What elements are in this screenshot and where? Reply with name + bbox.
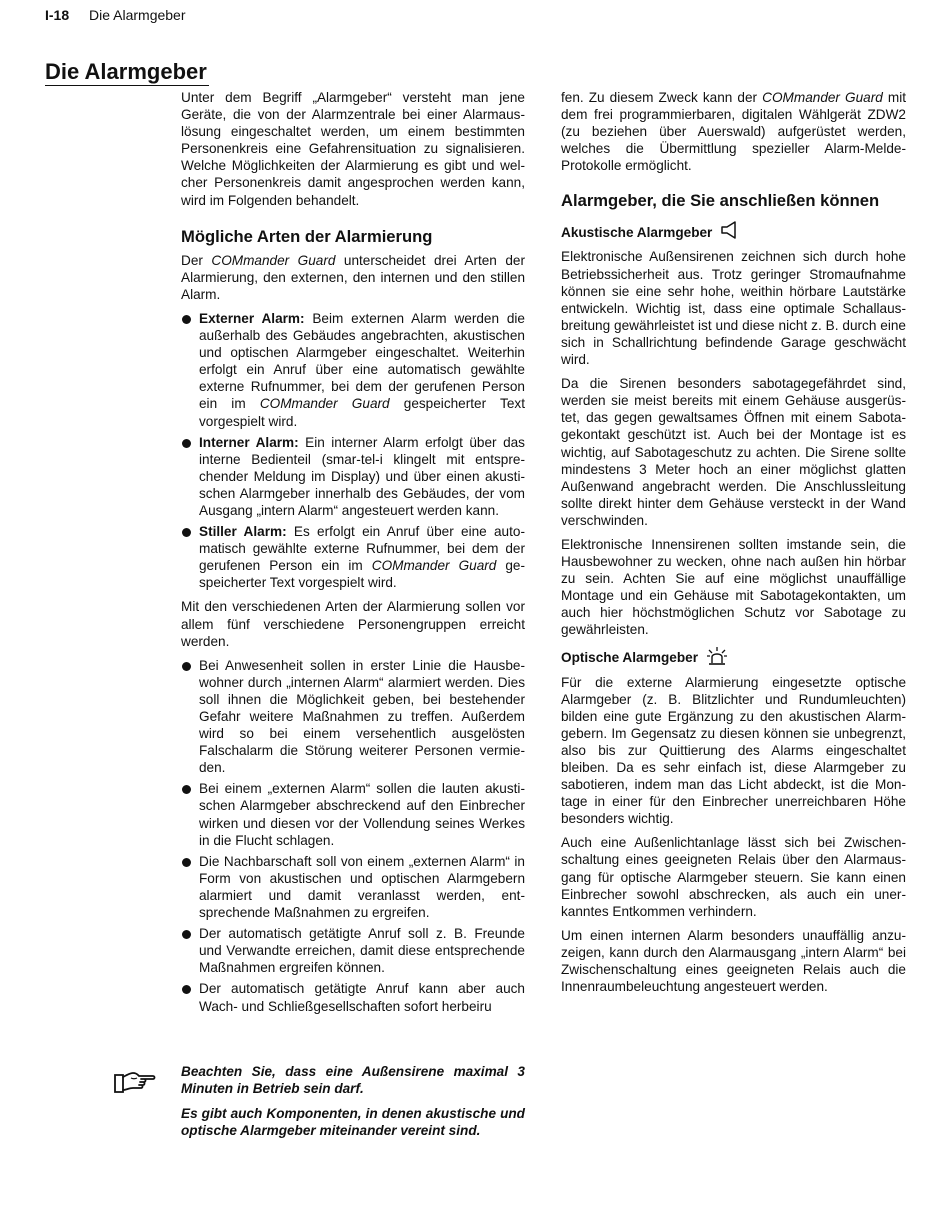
note-box (181, 1063, 525, 1147)
speaker-icon (720, 220, 738, 244)
paragraph-aussensirenen: Elektronische Außensirenen zeichnen sich durch hohe Betriebssicherheit aus. Trotz geringer Stromaufnahme können sie eine sehr hohe, weithin hörbare Lautstärke entwickeln. Wichtig ist, dass eine optimale Schallausbreitung gewährleistet ist und diese nicht z. B. durch eine sich in Schallrichtung befindende Garage geschwächt wird. (561, 249, 906, 368)
continuation-paragraph: fen. Zu diesem Zweck kann der COMmander Guard mit dem frei programmierbaren, digitalen Wählgerät ZDW2 (zu beziehen über Auerswald) aufgerüstet werden, welches die Übermittlung spezieller Alarm-Melde-Protokolle ermöglicht. (561, 90, 906, 174)
list-item: Der automatisch getätigte Anruf soll z. B. Freunde und Verwandte erreichen, damit diese entsprechende Maßnahmen ergreifen können. (181, 925, 525, 976)
subheading-akustisch: Akustische Alarmgeber (561, 220, 906, 244)
beacon-light-icon (706, 646, 728, 670)
note-paragraph-sirene: Beachten Sie, dass eine Außensirene maximal 3 Minuten in Betrieb sein darf. (181, 1064, 525, 1097)
bullet-icon (182, 315, 191, 324)
left-column (181, 89, 525, 1022)
paragraph-personengruppen: Mit den verschiedenen Arten der Alarmierung sollen vor allem fünf verschiedene Personengruppen erreicht werden. (181, 599, 525, 649)
list-item: Bei einem „externen Alarm“ sollen die lauten akustischen Alarmgeber abschreckend auf den Einbrecher wirken und diesen vor der Vollendung seines Werkes in die Flucht schlagen. (181, 780, 525, 848)
list-item: Interner Alarm: Ein interner Alarm erfolgt über das interne Bedienteil (smar-tel-i klingelt mit entsprechender Meldung im Display) und über einen akustischen Alarmgeber innerhalb des Gebäudes, der vom Ausgang „intern Alarm“ angesteuert werden kann. (181, 434, 525, 519)
bullet-icon (182, 785, 191, 794)
list-item: Die Nachbarschaft soll von einem „externen Alarm“ in Form von akustischen und optischen Alarmgebern alarmiert und damit veranlasst werden, entsprechende Maßnahmen zu ergreifen. (181, 853, 525, 921)
person-groups-list (181, 657, 525, 1015)
list-item: Der automatisch getätigte Anruf kann aber auch Wach- und Schließgesellschaften sofort herbeiru (181, 980, 525, 1014)
bullet-icon (182, 528, 191, 537)
bullet-icon (182, 439, 191, 448)
subheading-optisch: Optische Alarmgeber (561, 646, 906, 670)
bullet-icon (182, 985, 191, 994)
bullet-icon (182, 930, 191, 939)
pointing-hand-icon (113, 1068, 157, 1101)
page-number: I-18 (45, 7, 70, 23)
running-title: Die Alarmgeber (89, 7, 186, 23)
list-item: Externer Alarm: Beim externen Alarm werden die außerhalb des Gebäudes angebrachten, akustischen und optischen Alarmgeber eingeschaltet. Weiterhin erfolgt ein Anruf über eine automatisch gewählte externe Rufnummer, bei dem der gerufenen Person ein im COMmander Guard gespeicherter Text vorgespielt wird. (181, 310, 525, 430)
note-paragraph-komponenten: Es gibt auch Komponenten, in denen akustische und optische Alarmgeber miteinander vereint sind. (181, 1106, 525, 1139)
paragraph-sabotage: Da die Sirenen besonders sabotagegefährdet sind, werden sie meist bereits mit einem Gehäuse ausgerüstet, das gegen gewaltsames Öffnen mit einem Sabotagekontakt geschützt ist. Auch bei der Montage ist es wichtig, auf Sabotageschutz zu achten. Die Sirene sollte mindestens 3 Meter hoch an einer möglichst glatten Außenwand angebracht werden. Die Anschlussleitung sollte direkt hinter dem Gehäuse versteckt in der Wand verschwinden. (561, 376, 906, 528)
bullet-icon (182, 662, 191, 671)
paragraph-innensirenen: Elektronische Innensirenen sollten imstande sein, die Hausbewohner zu wecken, ohne nach außen hin hörbar zu sein. Achten Sie auf eine möglichst unauffällige Montage und ein Gehäuse mit Sabotagekontakten, um auch hier höchstmöglichen Schutz vor Sabotage zu gewährleisten. (561, 536, 906, 638)
page-title: Die Alarmgeber (45, 59, 207, 84)
running-head (45, 7, 186, 23)
list-item: Stiller Alarm: Es erfolgt ein Anruf über eine automatisch gewählte externe Rufnummer, bei dem der gerufenen Person ein im COMmander Guard gespeicherter Text vorgespielt wird. (181, 523, 525, 591)
section-heading-anschliessen: Alarmgeber, die Sie anschließen können (561, 191, 880, 211)
right-column (561, 89, 906, 1002)
paragraph-aussenlicht: Auch eine Außenlichtanlage lässt sich bei Zwischenschaltung eines geeigneten Relais über den Alarmausgang für optische Alarmgeber steuern. Sie kann einen Einbrecher sowohl abschrecken, als auch ein unerkanntes Entkommen verhindern. (561, 835, 906, 919)
paragraph-interner-alarm: Um einen internen Alarm besonders unauffällig anzuzeigen, kann durch den Alarmausgang „intern Alarm“ bei Zwischenschaltung eines geeigneten Relais auch die Innenraumbeleuchtung angesteuert werden. (561, 927, 906, 995)
intro-paragraph: Unter dem Begriff „Alarmgeber“ versteht man jene Geräte, die von der Alarmzentrale bei einer Alarmauslösung eingeschaltet werden, um einem bestimmten Personenkreis eine Gefahrensituation zu signalisieren. Welche Möglichkeiten der Alarmierung es gibt und welcher Personenkreis damit angesprochen werden kann, wird im Folgenden behandelt. (181, 90, 525, 208)
bullet-icon (182, 858, 191, 867)
list-item: Bei Anwesenheit sollen in erster Linie die Hausbewohner durch „internen Alarm“ alarmiert werden. Dies soll ihnen die Möglichkeit geben, bei bestehender Gefahr weitere Maßnahmen zu treffen. Außerdem wird so bei einem versehentlich ausgelösten Falschalarm die Störung weiterer Personen vermieden. (181, 657, 525, 777)
section-heading-arten: Mögliche Arten der Alarmierung (181, 226, 433, 246)
paragraph-arten: Der COMmander Guard unterscheidet drei Arten der Alarmierung, den externen, den internen und den stillen Alarm. (181, 252, 525, 302)
alarm-types-list (181, 310, 525, 592)
paragraph-optische: Für die externe Alarmierung eingesetzte optische Alarmgeber (z. B. Blitzlichter und Rundumleuchten) bilden eine gute Ergänzung zu den akustischen Alarmgebern. Im Gegensatz zu diesen können sie unbegrenzt, also bis zur Quittierung des Alarms eingeschaltet bleiben. Da es sehr einfach ist, diese Alarmgeber zu sabotieren, indem man das Licht abdeckt, ist die Montage in einer für den Einbrecher unerreichbaren Höhe besonders wichtig. (561, 674, 906, 827)
